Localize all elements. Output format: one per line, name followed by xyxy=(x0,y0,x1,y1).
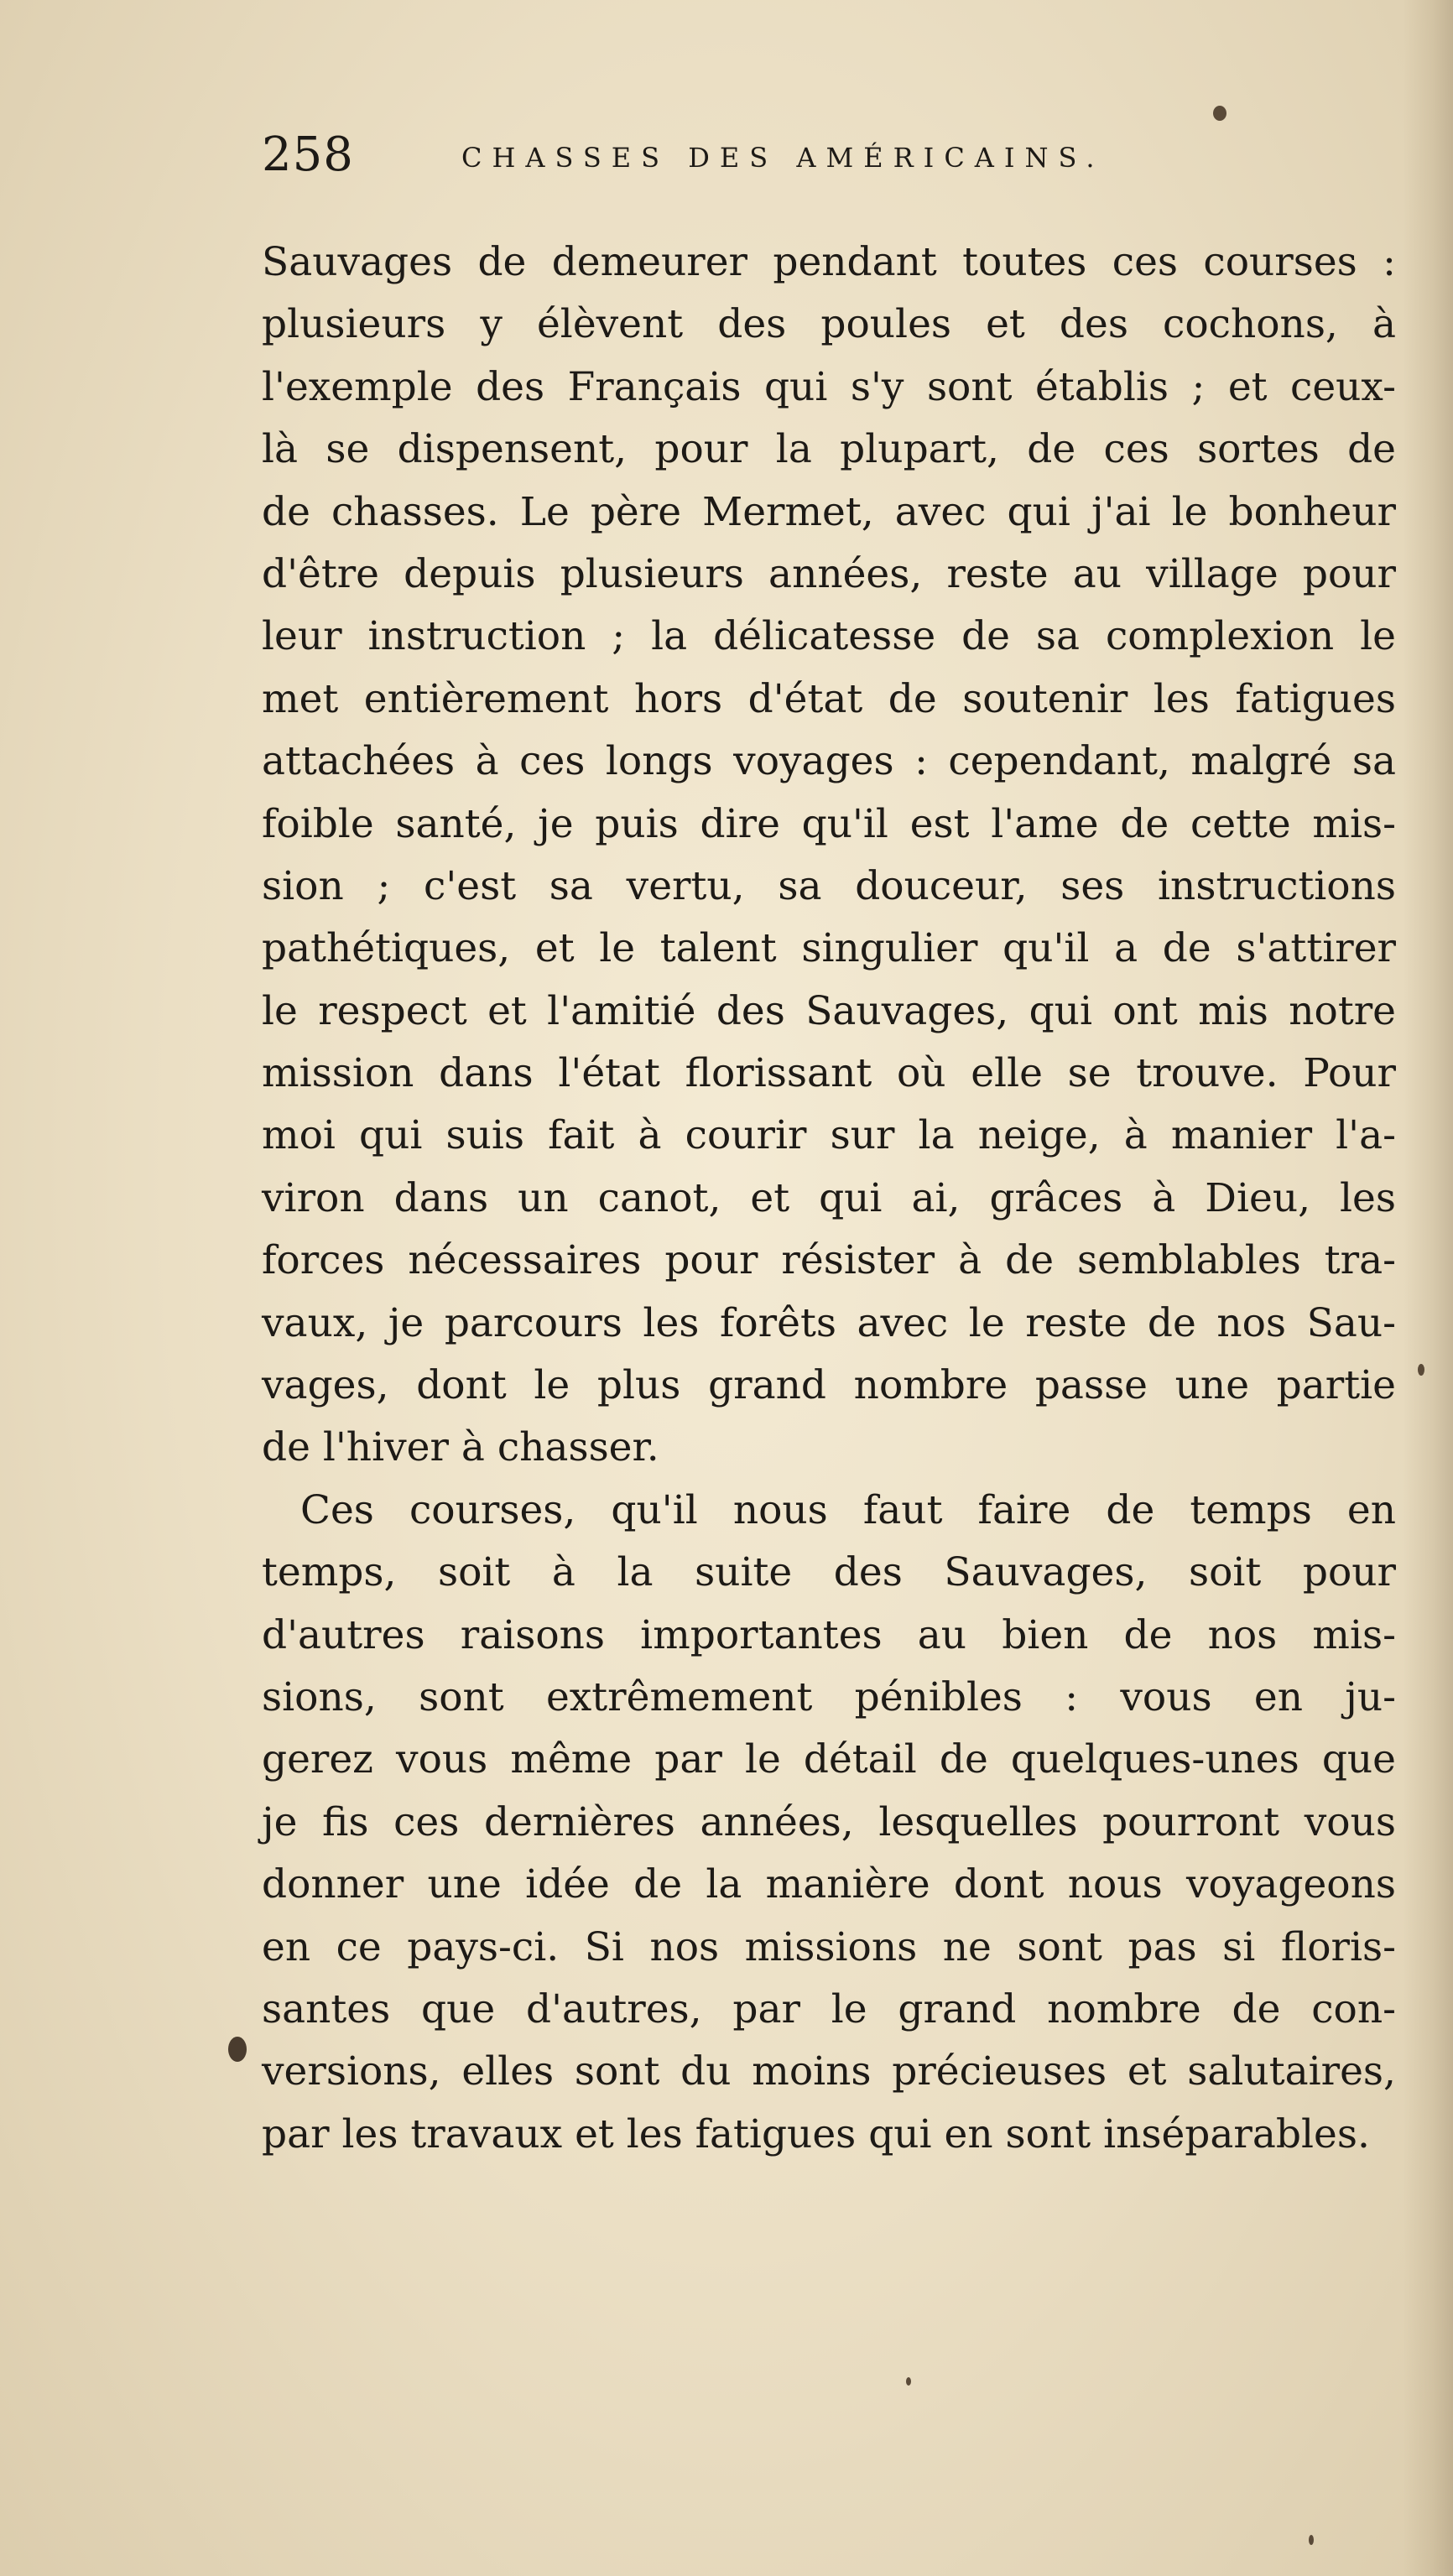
text-line: foible santé, je puis dire qu'il est l'ame de cette mis- xyxy=(262,800,1396,847)
text-line: mission dans l'état florissant où elle se trouve. Pour xyxy=(262,1050,1396,1097)
text-line: versions, elles sont du moins précieuses et salutaires, xyxy=(262,2048,1396,2095)
paper-speck xyxy=(1213,106,1226,121)
text-line: d'être depuis plusieurs années, reste au village pour xyxy=(262,550,1396,597)
text-line: pathétiques, et le talent singulier qu'il a de s'attirer xyxy=(262,925,1396,972)
paper-speck xyxy=(1309,2535,1314,2545)
text-line: de chasses. Le père Mermet, avec qui j'ai le bonheur xyxy=(262,488,1396,535)
text-line: de l'hiver à chasser. xyxy=(262,1424,659,1471)
paper-speck xyxy=(1418,1364,1424,1376)
text-line: viron dans un canot, et qui ai, grâces à Dieu, les xyxy=(262,1174,1396,1221)
text-line: attachées à ces longs voyages : cependant, malgré sa xyxy=(262,738,1396,785)
text-line: sion ; c'est sa vertu, sa douceur, ses instructions xyxy=(262,862,1396,909)
paper-speck xyxy=(906,2377,911,2386)
page-number: 258 xyxy=(262,127,354,182)
text-line: santes que d'autres, par le grand nombre de con- xyxy=(262,1985,1396,2032)
text-line: par les travaux et les fatigues qui en sont inséparables. xyxy=(262,2110,1370,2157)
text-line: sions, sont extrêmement pénibles : vous en ju- xyxy=(262,1673,1396,1720)
text-line: forces nécessaires pour résister à de semblables tra- xyxy=(262,1237,1396,1284)
text-line: temps, soit à la suite des Sauvages, soit pour xyxy=(262,1549,1396,1596)
text-line: là se dispensent, pour la plupart, de ces sortes de xyxy=(262,426,1396,473)
text-line: Sauvages de demeurer pendant toutes ces courses : xyxy=(262,239,1396,285)
text-line: d'autres raisons importantes au bien de nos mis- xyxy=(262,1611,1396,1658)
text-line: je fis ces dernières années, lesquelles pourront vous xyxy=(262,1798,1396,1845)
text-line: le respect et l'amitié des Sauvages, qui ont mis notre xyxy=(262,987,1396,1034)
text-line: plusieurs y élèvent des poules et des cochons, à xyxy=(262,301,1396,348)
page-header xyxy=(262,126,1268,185)
text-line: met entièrement hors d'état de soutenir les fatigues xyxy=(262,675,1396,722)
text-line: vaux, je parcours les forêts avec le reste de nos Sau- xyxy=(262,1299,1396,1346)
page-edge-shadow xyxy=(1403,0,1453,2576)
text-line: moi qui suis fait à courir sur la neige, à manier l'a- xyxy=(262,1112,1396,1159)
text-line: l'exemple des Français qui s'y sont établis ; et ceux- xyxy=(262,363,1396,410)
body-text xyxy=(262,232,1396,2166)
paper-speck xyxy=(228,2037,247,2062)
text-line: leur instruction ; la délicatesse de sa complexion le xyxy=(262,613,1396,660)
running-title: CHASSES DES AMÉRICAINS. xyxy=(461,142,1105,174)
text-line: vages, dont le plus grand nombre passe une partie xyxy=(262,1362,1396,1409)
text-line: Ces courses, qu'il nous faut faire de temps en xyxy=(300,1486,1396,1533)
text-line: en ce pays-ci. Si nos missions ne sont pas si floris- xyxy=(262,1923,1396,1970)
text-line: donner une idée de la manière dont nous voyageons xyxy=(262,1861,1396,1908)
text-line: gerez vous même par le détail de quelques-unes que xyxy=(262,1736,1396,1783)
